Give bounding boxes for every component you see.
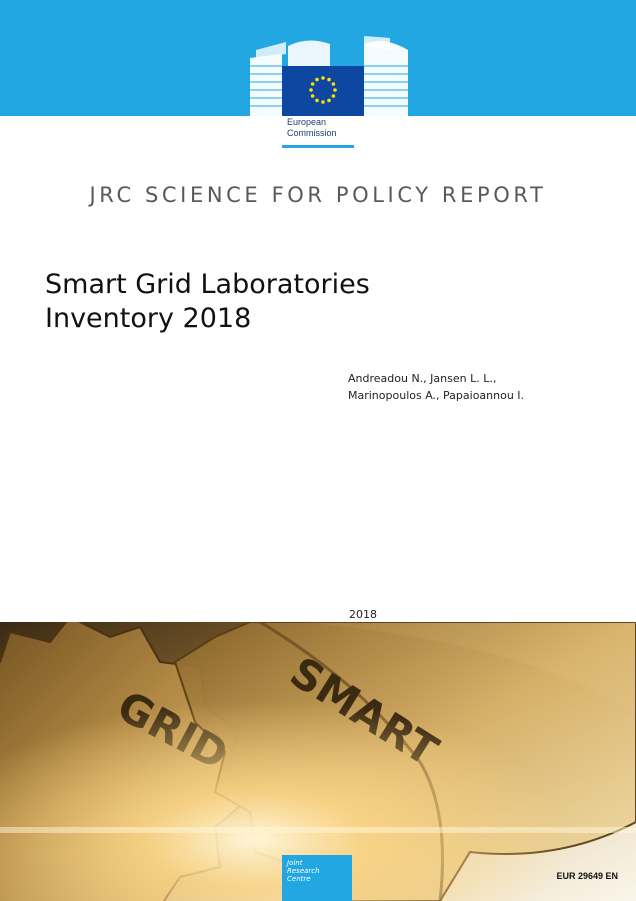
report-title bbox=[45, 268, 565, 336]
report-title-line-1: Smart Grid Laboratories bbox=[45, 269, 370, 300]
authors bbox=[348, 370, 524, 404]
logo-underline bbox=[282, 145, 354, 148]
european-commission-wordmark bbox=[287, 117, 337, 139]
org-line-1: European bbox=[287, 117, 327, 127]
jrc-badge-line-1: Joint bbox=[287, 859, 303, 867]
authors-line-1: Andreadou N., Jansen L. L., bbox=[348, 372, 497, 385]
eu-flag bbox=[282, 66, 364, 116]
authors-line-2: Marinopoulos A., Papaioannou I. bbox=[348, 389, 525, 402]
publication-year: 2018 bbox=[349, 608, 377, 621]
jrc-badge-line-3: Centre bbox=[287, 875, 311, 883]
jrc-badge bbox=[282, 855, 352, 901]
report-number: EUR 29649 EN bbox=[556, 871, 618, 881]
jrc-badge-line-2: Research bbox=[287, 867, 320, 875]
org-line-2: Commission bbox=[287, 128, 337, 138]
report-title-line-2: Inventory 2018 bbox=[45, 303, 252, 334]
series-title: JRC SCIENCE FOR POLICY REPORT bbox=[89, 183, 547, 207]
